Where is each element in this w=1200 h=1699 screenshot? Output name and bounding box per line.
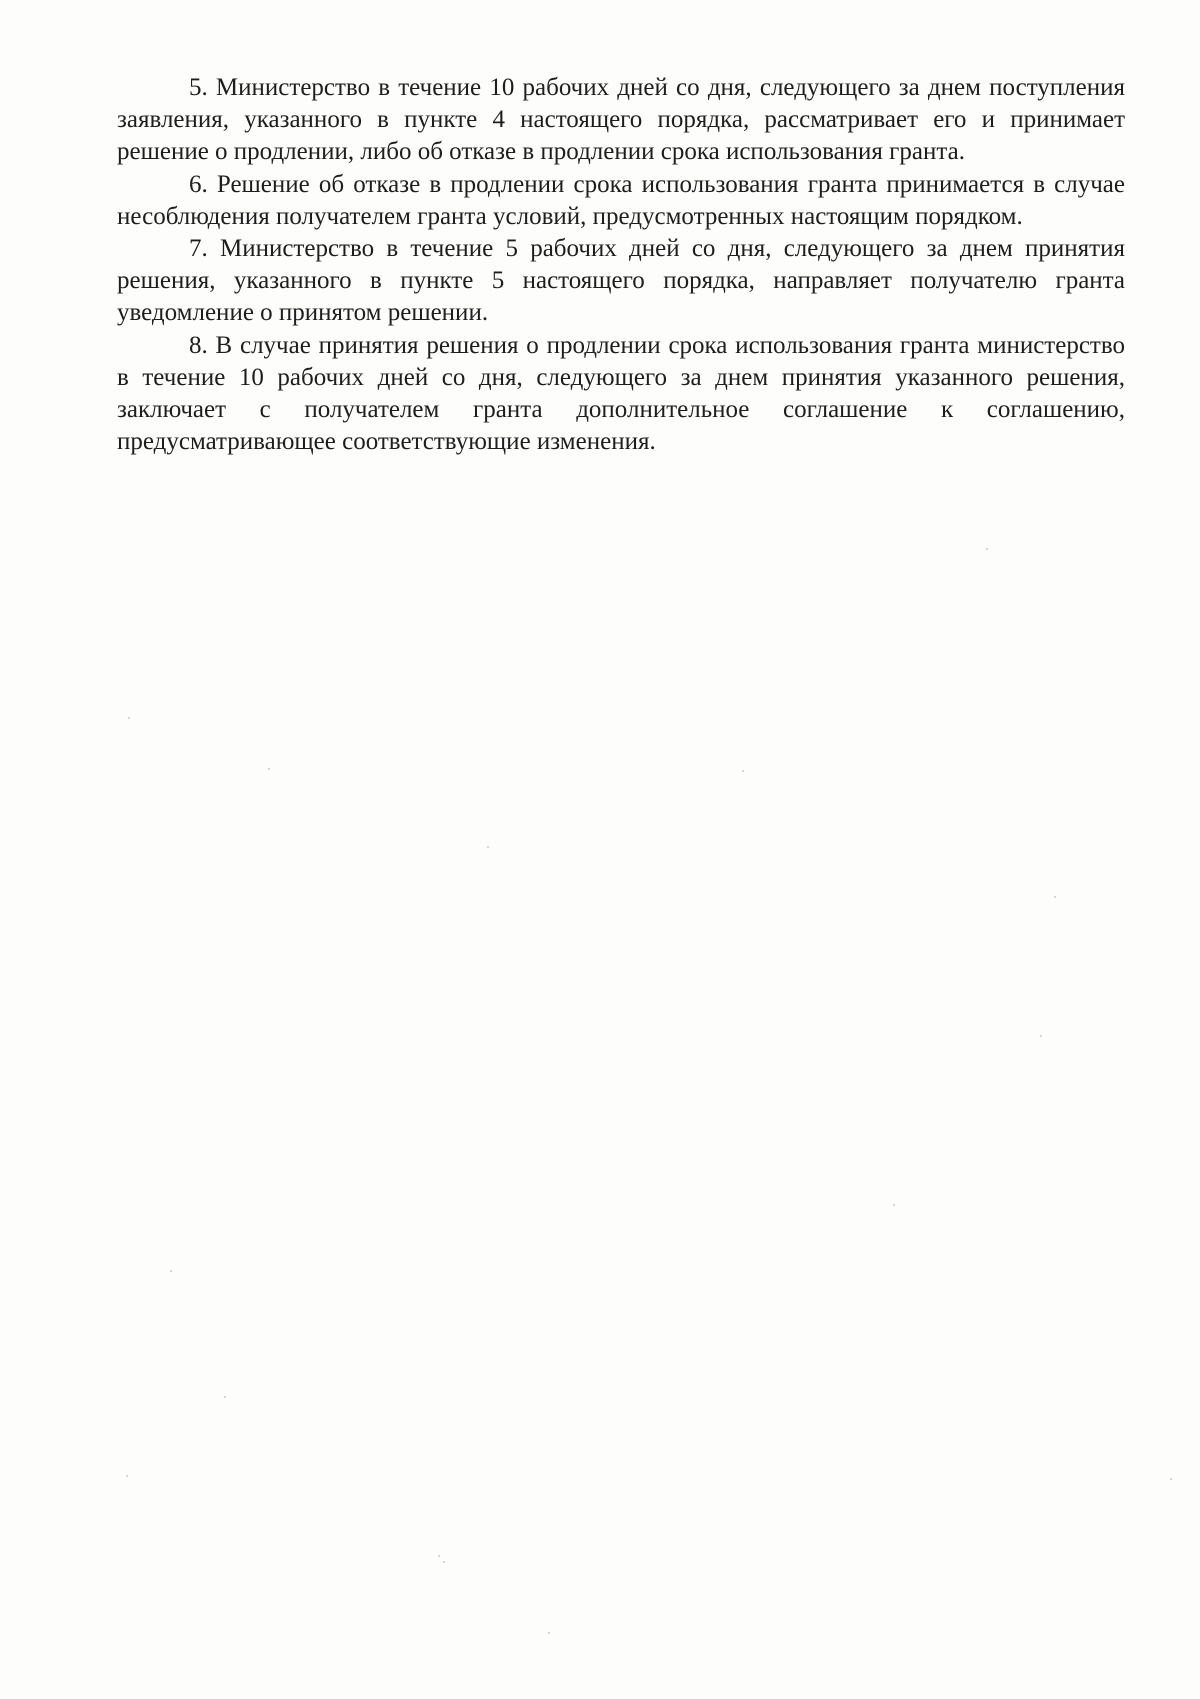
- scan-speck: [548, 1632, 550, 1634]
- scan-speck: [1170, 1478, 1172, 1480]
- document-body: [117, 72, 1125, 458]
- scan-speck: [170, 1270, 172, 1272]
- scan-speck: [443, 1561, 445, 1563]
- paragraph-6: 6. Решение об отказе в продлении срока использования гранта принимается в случае несоблюдения получателем гранта условий, предусмотренных настоящим порядком.: [117, 170, 1125, 230]
- scan-speck: [1054, 896, 1056, 898]
- paragraph-5: 5. Министерство в течение 10 рабочих дней со дня, следующего за днем поступления заявления, указанного в пункте 4 настоящего порядка, рассматривает его и принимает решение о продлении, либо об отказе в продлении срока использования гранта.: [117, 74, 1125, 166]
- scan-speck: [893, 1204, 895, 1206]
- scan-speck: [128, 717, 130, 719]
- scan-speck: [126, 1475, 128, 1477]
- scan-speck: [986, 548, 988, 550]
- paragraph-8: 8. В случае принятия решения о продлении срока использования гранта министерство в течение 10 рабочих дней со дня, следующего за днем принятия указанного решения, заключает с получателем гранта дополнительное соглашение к соглашению, предусматривающее соответствующие изменения.: [117, 331, 1125, 456]
- scan-speck: [1040, 1035, 1042, 1037]
- scan-speck: [487, 846, 489, 848]
- scan-speck: [268, 768, 270, 770]
- scan-speck: [224, 1396, 226, 1398]
- paragraph-7: 7. Министерство в течение 5 рабочих дней со дня, следующего за днем принятия решения, указанного в пункте 5 настоящего порядка, направляет получателю гранта уведомление о принятом решении.: [117, 235, 1125, 327]
- scan-speck: [742, 770, 744, 772]
- scan-speck: [438, 1555, 440, 1557]
